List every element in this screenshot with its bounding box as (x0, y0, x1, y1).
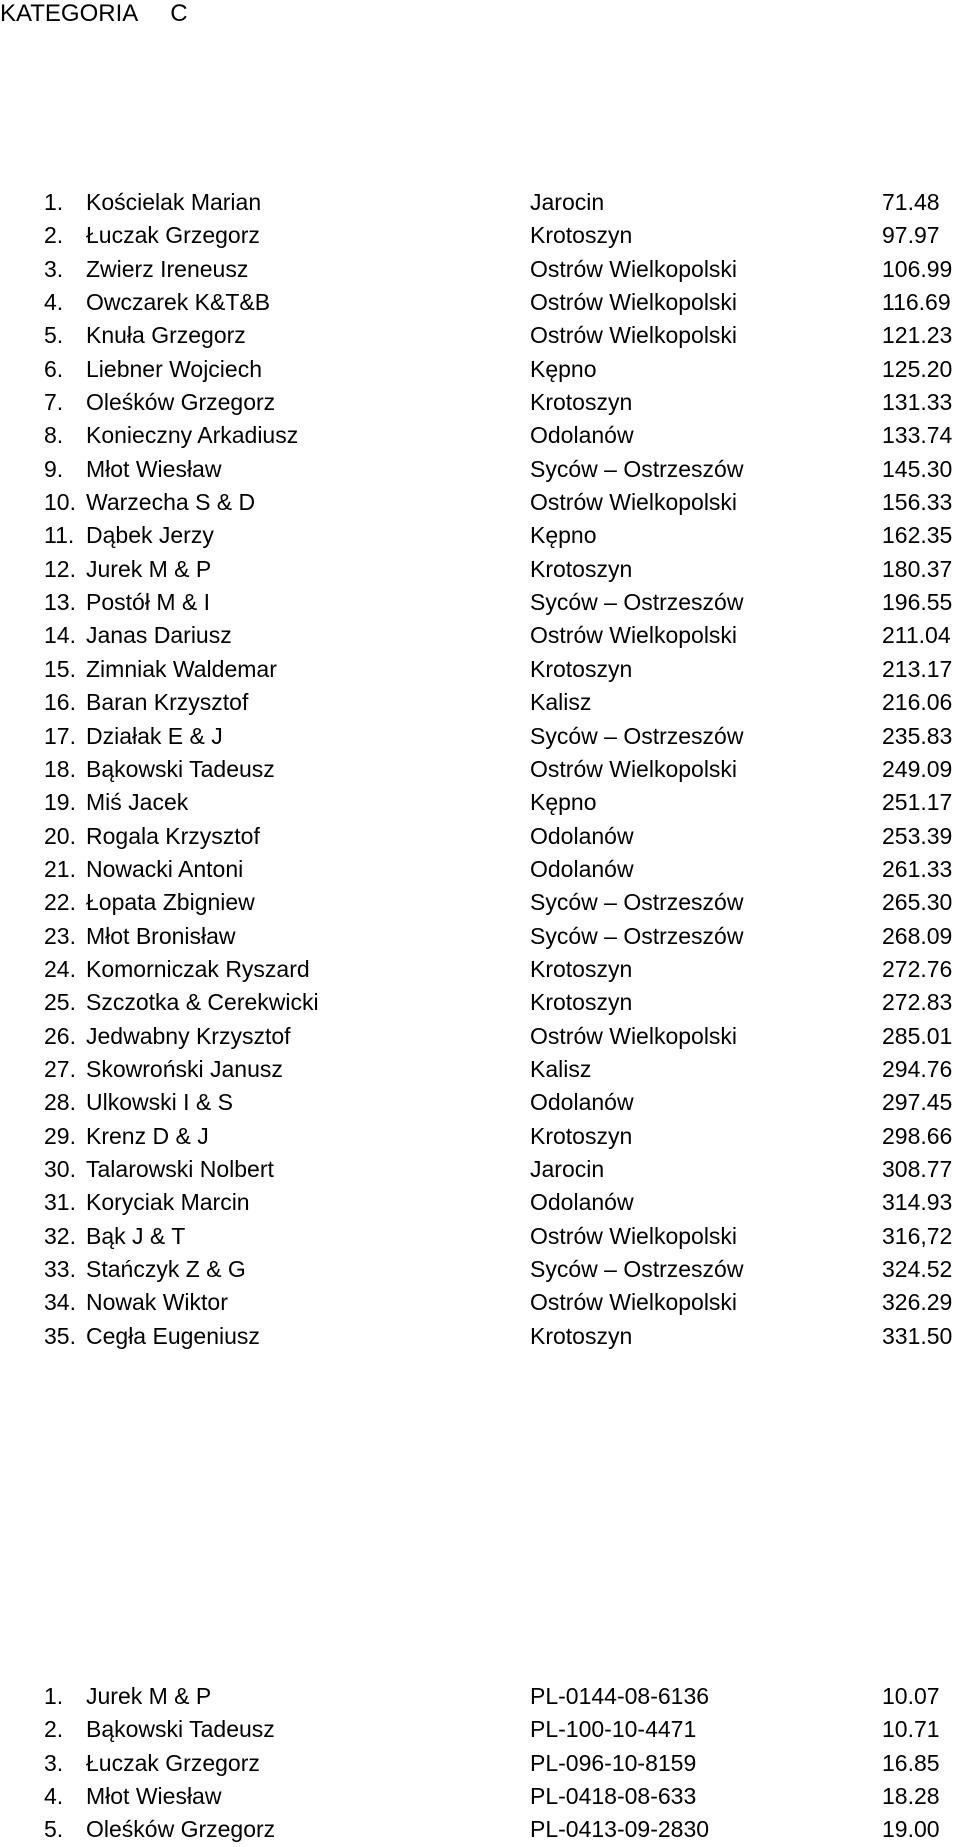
rank-number: 6. (44, 355, 64, 382)
ring-number: PL-0144-08-6136 (530, 1683, 710, 1709)
ring-number: PL-096-10-8159 (530, 1749, 697, 1776)
competitor-name: Szczotka & Cerekwicki (86, 989, 319, 1016)
rank-number: 1. (44, 1683, 64, 1709)
rank-number: 16. (44, 689, 76, 716)
rank-number: 25. (44, 989, 76, 1016)
competitor-name: Koryciak Marcin (86, 1189, 250, 1216)
result-value: 131.33 (882, 389, 953, 416)
competitor-city: Kalisz (530, 689, 592, 716)
competitor-name: Działak E & J (86, 722, 223, 749)
competitor-city: Odolanów (530, 1189, 634, 1216)
result-value: 253.39 (882, 822, 953, 849)
competitor-city: Krotoszyn (530, 1322, 633, 1349)
rank-number: 26. (44, 1022, 76, 1049)
competitor-city: Jarocin (530, 189, 605, 215)
result-value: 10.71 (882, 1716, 940, 1743)
competitor-name: Talarowski Nolbert (86, 1155, 274, 1182)
competitor-city: Krotoszyn (530, 955, 633, 982)
rank-number: 33. (44, 1256, 76, 1282)
result-value: 326.29 (882, 1289, 953, 1316)
rank-number: 4. (44, 289, 64, 316)
rank-number: 35. (44, 1322, 76, 1349)
rank-number: 18. (44, 755, 76, 782)
competitor-city: Ostrów Wielkopolski (530, 255, 738, 282)
competitor-city: Kępno (530, 789, 597, 816)
competitor-name: Knuła Grzegorz (86, 322, 246, 349)
result-value: 272.76 (882, 955, 953, 982)
competitor-name: Jurek M & P (86, 555, 212, 582)
competitor-name: Nowak Wiktor (86, 1289, 228, 1316)
competitor-city: Kalisz (530, 1055, 592, 1082)
competitor-city: Krotoszyn (530, 555, 633, 582)
rank-number: 5. (44, 1816, 64, 1843)
result-value: 298.66 (882, 1122, 953, 1149)
competitor-name: Oleśków Grzegorz (86, 389, 276, 416)
result-value: 196.55 (882, 589, 953, 616)
result-value: 308.77 (882, 1155, 953, 1182)
competitor-name: Kościelak Marian (86, 189, 262, 215)
result-value: 97.97 (882, 222, 940, 249)
rank-number: 30. (44, 1155, 76, 1182)
rank-number: 3. (44, 255, 64, 282)
rank-number: 21. (44, 855, 76, 882)
rank-number: 23. (44, 922, 76, 949)
competitor-city: Syców – Ostrzeszów (530, 922, 744, 949)
competitor-city: Odolanów (530, 1089, 634, 1116)
rank-number: 31. (44, 1189, 76, 1216)
result-value: 156.33 (882, 489, 953, 516)
competitor-city: Ostrów Wielkopolski (530, 622, 738, 649)
result-value: 285.01 (882, 1022, 953, 1049)
competitor-city: Syców – Ostrzeszów (530, 889, 744, 916)
competitor-name: Łopata Zbigniew (86, 889, 255, 916)
competitor-city: Kępno (530, 522, 597, 549)
result-value: 211.04 (882, 622, 951, 649)
result-value: 133.74 (882, 422, 953, 449)
competitor-name: Miś Jacek (86, 789, 189, 816)
competitor-city: Krotoszyn (530, 989, 633, 1016)
competitor-city: Krotoszyn (530, 1122, 633, 1149)
result-value: 10.07 (882, 1683, 940, 1709)
competitor-name: Liebner Wojciech (86, 355, 263, 382)
rank-number: 4. (44, 1783, 64, 1810)
competitor-city: Syców – Ostrzeszów (530, 722, 744, 749)
competitor-name: Cegła Eugeniusz (86, 1322, 260, 1349)
rank-number: 5. (44, 322, 64, 349)
competitor-name: Zwierz Ireneusz (86, 255, 249, 282)
competitor-city: Kępno (530, 355, 597, 382)
competitor-city: Odolanów (530, 855, 634, 882)
result-value: 180.37 (882, 555, 953, 582)
result-value: 272.83 (882, 989, 953, 1016)
competitor-name: Łuczak Grzegorz (86, 222, 260, 249)
competitor-name: Ulkowski I & S (86, 1089, 233, 1116)
rank-number: 11. (44, 522, 75, 549)
rank-number: 8. (44, 422, 64, 449)
result-value: 331.50 (882, 1322, 953, 1349)
competitor-city: Krotoszyn (530, 389, 633, 416)
page-title: KATEGORIA C (0, 0, 188, 27)
rank-number: 20. (44, 822, 76, 849)
competitor-name: Młot Wiesław (86, 455, 222, 482)
competitor-city: Syców – Ostrzeszów (530, 589, 744, 616)
rank-number: 7. (44, 389, 64, 416)
competitor-name: Łuczak Grzegorz (86, 1749, 260, 1776)
competitor-name: Rogala Krzysztof (86, 822, 260, 849)
result-value: 116.69 (882, 289, 951, 316)
competitor-city: Odolanów (530, 822, 634, 849)
competitor-city: Krotoszyn (530, 222, 633, 249)
result-value: 125.20 (882, 355, 953, 382)
result-value: 71.48 (882, 189, 940, 215)
competitor-name: Bąk J & T (86, 1222, 186, 1249)
competitor-name: Bąkowski Tadeusz (86, 755, 275, 782)
rank-number: 13. (44, 589, 76, 616)
result-value: 18.28 (882, 1783, 940, 1810)
rank-number: 17. (44, 722, 76, 749)
rank-number: 3. (44, 1749, 64, 1776)
competitor-name: Zimniak Waldemar (86, 655, 277, 682)
result-value: 216.06 (882, 689, 953, 716)
competitor-city: Krotoszyn (530, 655, 633, 682)
rank-number: 10. (44, 489, 76, 516)
competitor-city: Syców – Ostrzeszów (530, 1256, 744, 1282)
competitor-name: Krenz D & J (86, 1122, 209, 1149)
result-value: 235.83 (882, 722, 953, 749)
result-value: 261.33 (882, 855, 953, 882)
rank-number: 28. (44, 1089, 76, 1116)
rank-number: 24. (44, 955, 76, 982)
result-value: 162.35 (882, 522, 953, 549)
rank-number: 2. (44, 222, 64, 249)
result-value: 265.30 (882, 889, 953, 916)
rank-number: 32. (44, 1222, 76, 1249)
competitor-city: Jarocin (530, 1155, 605, 1182)
result-value: 294.76 (882, 1055, 953, 1082)
competitor-city: Ostrów Wielkopolski (530, 1222, 738, 1249)
rank-number: 19. (44, 789, 76, 816)
result-value: 121.23 (882, 322, 953, 349)
rank-number: 15. (44, 655, 76, 682)
rank-number: 2. (44, 1716, 64, 1743)
competitor-name: Jurek M & P (86, 1683, 212, 1709)
competitor-name: Owczarek K&T&B (86, 289, 271, 316)
competitor-name: Młot Wiesław (86, 1783, 222, 1810)
competitor-city: Ostrów Wielkopolski (530, 755, 738, 782)
result-value: 324.52 (882, 1256, 953, 1282)
competitor-name: Warzecha S & D (86, 489, 256, 516)
competitor-city: Ostrów Wielkopolski (530, 322, 738, 349)
competitor-name: Baran Krzysztof (86, 689, 249, 716)
competitor-name: Skowroński Janusz (86, 1055, 283, 1082)
competitor-name: Bąkowski Tadeusz (86, 1716, 275, 1743)
competitor-name: Postół M & I (86, 589, 210, 616)
result-value: 251.17 (882, 789, 953, 816)
competitor-name: Jedwabny Krzysztof (86, 1022, 291, 1049)
result-value: 106.99 (882, 255, 953, 282)
rank-number: 27. (44, 1055, 76, 1082)
result-value: 268.09 (882, 922, 953, 949)
competitor-city: Ostrów Wielkopolski (530, 289, 738, 316)
result-value: 19.00 (882, 1816, 940, 1843)
result-value: 314.93 (882, 1189, 953, 1216)
competitor-city: Odolanów (530, 422, 634, 449)
result-value: 249.09 (882, 755, 953, 782)
rank-number: 22. (44, 889, 76, 916)
competitor-name: Janas Dariusz (86, 622, 232, 649)
competitor-name: Komorniczak Ryszard (86, 955, 310, 982)
rank-number: 29. (44, 1122, 76, 1149)
result-value: 213.17 (882, 655, 953, 682)
competitor-name: Stańczyk Z & G (86, 1256, 246, 1282)
competitor-name: Oleśków Grzegorz (86, 1816, 276, 1843)
rank-number: 34. (44, 1289, 76, 1316)
ring-number: PL-0418-08-633 (530, 1783, 697, 1810)
competitor-name: Dąbek Jerzy (86, 522, 214, 549)
result-value: 316,72 (882, 1222, 953, 1249)
competitor-city: Ostrów Wielkopolski (530, 1289, 738, 1316)
competitor-name: Nowacki Antoni (86, 855, 244, 882)
rank-number: 12. (44, 555, 76, 582)
result-value: 145.30 (882, 455, 953, 482)
result-value: 297.45 (882, 1089, 953, 1116)
rank-number: 9. (44, 455, 64, 482)
ring-number: PL-100-10-4471 (530, 1716, 697, 1743)
competitor-name: Konieczny Arkadiusz (86, 422, 299, 449)
result-value: 16.85 (882, 1749, 940, 1776)
competitor-city: Syców – Ostrzeszów (530, 455, 744, 482)
ring-number: PL-0413-09-2830 (530, 1816, 710, 1843)
competitor-city: Ostrów Wielkopolski (530, 489, 738, 516)
rank-number: 1. (44, 189, 64, 215)
competitor-city: Ostrów Wielkopolski (530, 1022, 738, 1049)
rank-number: 14. (44, 622, 76, 649)
competitor-name: Młot Bronisław (86, 922, 236, 949)
